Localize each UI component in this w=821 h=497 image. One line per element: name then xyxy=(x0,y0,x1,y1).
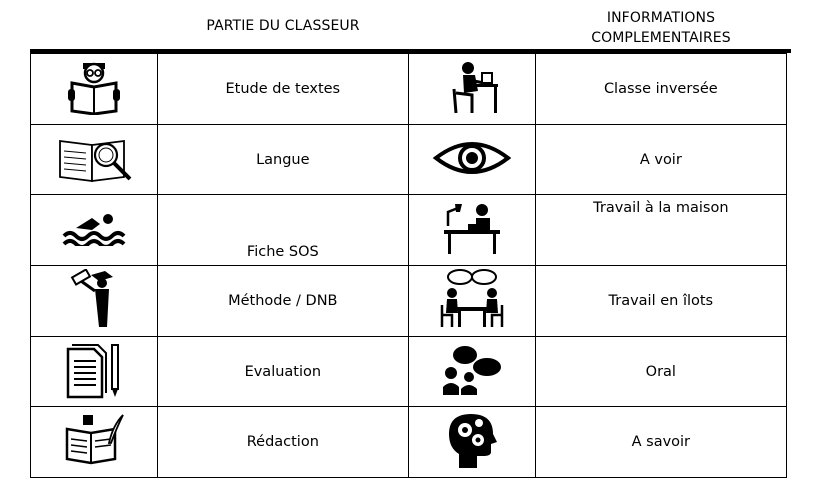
label-cell xyxy=(535,195,786,266)
icon-cell xyxy=(409,124,536,195)
label-cell xyxy=(535,124,786,195)
label-cell xyxy=(535,336,786,407)
label-cell xyxy=(535,266,786,337)
icon-cell xyxy=(31,54,158,125)
people-speech-icon xyxy=(441,343,503,401)
label-cell xyxy=(535,54,786,125)
icon-cell xyxy=(409,336,536,407)
icon-cell xyxy=(31,195,158,266)
table-row xyxy=(31,407,787,478)
label-methode-dnb: Méthode / DNB xyxy=(228,292,338,309)
graduate-diploma-icon xyxy=(69,269,119,333)
header-right-line1: INFORMATIONS xyxy=(606,10,716,26)
legend-table xyxy=(30,53,787,478)
table-row xyxy=(31,336,787,407)
icon-cell xyxy=(409,195,536,266)
group-table-icon xyxy=(438,269,506,333)
header-partie-du-classeur: PARTIE DU CLASSEUR xyxy=(206,18,360,34)
label-oral: Oral xyxy=(645,363,676,380)
table-row xyxy=(31,54,787,125)
icon-cell xyxy=(409,54,536,125)
label-cell xyxy=(157,54,408,125)
icon-cell xyxy=(409,407,536,478)
student-at-desk-icon xyxy=(442,200,502,260)
label-a-savoir: A savoir xyxy=(631,434,691,451)
label-redaction: Rédaction xyxy=(246,434,319,451)
book-quill-icon xyxy=(63,413,125,471)
table-row xyxy=(31,266,787,337)
table-row xyxy=(31,124,787,195)
label-a-voir: A voir xyxy=(639,151,682,168)
icon-cell xyxy=(31,407,158,478)
header-right-line2: COMPLEMENTAIRES xyxy=(591,30,731,46)
label-travail-a-la-maison: Travail à la maison xyxy=(593,200,729,217)
table-row xyxy=(31,195,787,266)
icon-cell xyxy=(31,124,158,195)
label-cell xyxy=(157,336,408,407)
swimmer-icon xyxy=(62,210,126,250)
label-cell xyxy=(157,407,408,478)
label-evaluation: Evaluation xyxy=(244,363,322,380)
label-travail-en-ilots: Travail en îlots xyxy=(608,292,714,309)
label-classe-inversee: Classe inversée xyxy=(603,80,718,97)
icon-cell xyxy=(31,336,158,407)
book-magnifier-icon xyxy=(54,131,134,189)
head-gears-icon xyxy=(445,410,499,474)
reading-person-icon xyxy=(66,59,122,119)
label-langue: Langue xyxy=(256,151,310,168)
label-cell xyxy=(157,124,408,195)
label-etude-de-textes: Etude de textes xyxy=(225,80,341,97)
label-cell xyxy=(535,407,786,478)
document-pen-icon xyxy=(64,341,124,403)
label-fiche-sos: Fiche SOS xyxy=(246,244,319,261)
label-cell xyxy=(157,266,408,337)
label-cell xyxy=(157,195,408,266)
student-at-laptop-icon xyxy=(444,59,500,119)
icon-cell xyxy=(31,266,158,337)
icon-cell xyxy=(409,266,536,337)
header-informations-complementaires xyxy=(536,8,786,48)
eye-icon xyxy=(432,138,512,182)
